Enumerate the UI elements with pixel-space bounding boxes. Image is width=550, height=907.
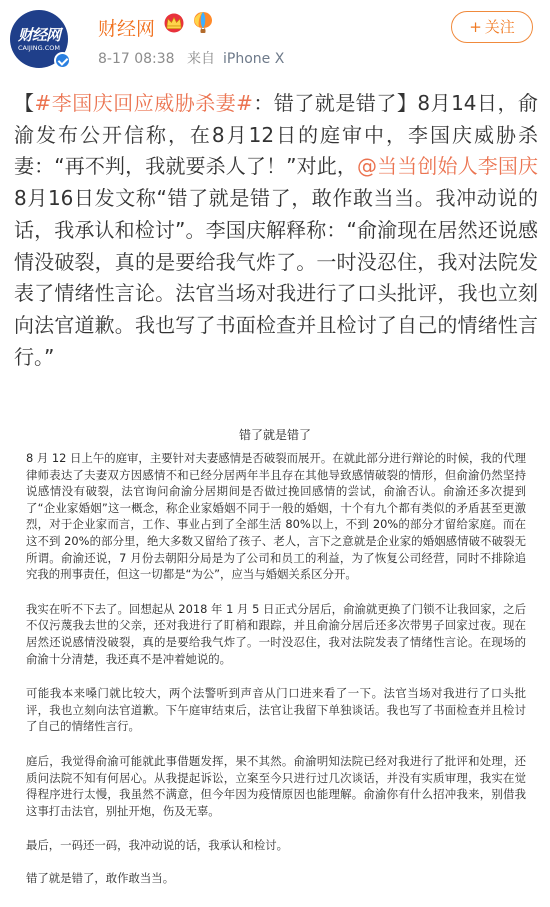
avatar-logo-subtext: CAIJING.COM	[18, 44, 60, 52]
mention-link[interactable]: @当当创始人李国庆	[356, 154, 538, 179]
balloon-icon[interactable]	[193, 11, 213, 35]
document-paragraph: 错了就是错了，敢作敢当当。	[26, 870, 175, 885]
account-name[interactable]: 财经网	[98, 18, 156, 40]
document-paragraph: 最后，一码还一码，我冲动说的话，我承认和检讨。	[26, 838, 288, 853]
post-text-segment-1: ：错了就是错了】8月14日，俞渝发布公开信称，在8月12日的庭审中，李国庆威胁杀妻：“再不判，我就要杀人了！”对此，	[14, 91, 538, 179]
source-prefix: 来自	[187, 51, 216, 67]
follow-button[interactable]	[451, 11, 533, 43]
topic-link[interactable]: #李国庆回应威胁杀妻#	[34, 91, 253, 115]
document-paragraph: 我实在听不下去了。回想起从 2018 年 1 月 5 日正式分居后，俞渝就更换了门锁不让我回家，之后不仅污蔑我去世的父亲，还对我进行了盯梢和跟踪，并且俞渝分居后还多次带男子回家过夜。现在居然还说感情没破裂，真的是要给我气炸了。一时没忍住，我对法院发表了情绪性言论。在现场的俞渝十分清楚，我还真不是冲着她说的。	[26, 601, 526, 666]
document-paragraph: 8 月 12 日上午的庭审，主要针对夫妻感情是否破裂而展开。在就此部分进行辩论的时候，我的代理律师表达了夫妻双方因感情不和已经分居两年半且存在其他导致感情破裂的情形，但俞渝仍然坚持说感情没有破裂，法官询问俞渝分居期间是否做过挽回感情的尝试，俞渝否认。俞渝还多次提到了“企业家婚姻”这一概念，称企业家婚姻不同于一般的婚姻，十个有九个都有类似的矛盾甚至更激烈，对于企业家而言，工作、事业占到了全部生活 80%以上，不到 20%的部分才留给家庭。而在这不到 20%的部分里，绝大多数又留给了孩子、老人，言下之意就是企业家的婚姻感情破不破裂无所谓。俞渝还说，7 月份去朝阳分局是为了公司和员工的利益，为了恢复公司经营，同时不排除追究我的刑事责任，但这一切都是“为公”，应当与婚姻关系区分开。	[26, 451, 526, 582]
document-title: 错了就是错了	[238, 428, 311, 442]
device-name[interactable]: iPhone X	[223, 51, 285, 67]
open-bracket: 【	[14, 91, 35, 115]
post-header	[0, 0, 550, 80]
post-time: 8-17 08:38	[98, 51, 175, 67]
document-paragraph: 可能我本来嗓门就比较大，两个法警听到声音从门口进来看了一下。法官当场对我进行了口头批评，我也立刻向法官道歉。下午庭审结束后，法官让我留下单独谈话。我也写了书面检查并且检讨了自己的情绪性言行。	[26, 686, 526, 734]
post-text-segment-2: 8月16日发文称“错了就是错了，敢作敢当当。我冲动说的话，我承认和检讨”。李国庆解释称：“俞渝现在居然还说感情没破裂，真的是要给我气炸了。一时没忍住，我对法院发表了情绪性言论。法官当场对我进行了口头批评，我也立刻向法官道歉。我也写了书面检查并且检讨了自己的情绪性言行。”	[14, 186, 538, 369]
post-text	[14, 88, 538, 373]
avatar-logo-text: 财经网	[17, 26, 60, 44]
attached-document-image[interactable]	[0, 390, 550, 907]
plus-icon: +	[469, 18, 482, 36]
post-meta	[98, 48, 292, 68]
crown-icon[interactable]	[163, 13, 185, 33]
verified-icon	[54, 52, 71, 69]
document-body	[26, 450, 526, 904]
document-paragraph: 庭后，我觉得俞渝可能就此事借题发挥，果不其然。俞渝明知法院已经对我进行了批评和处理，还质问法院不知有何居心。从我提起诉讼，立案至今只进行过几次谈话，并没有实质审理，我实在觉得程序进行太慢，我虽然不满意，但今年因为疫情原因也能理解。俞渝你有什么招冲我来，别借我这事打击法官，别扯开炮，伤及无辜。	[26, 753, 526, 818]
follow-label: 关注	[484, 18, 515, 36]
